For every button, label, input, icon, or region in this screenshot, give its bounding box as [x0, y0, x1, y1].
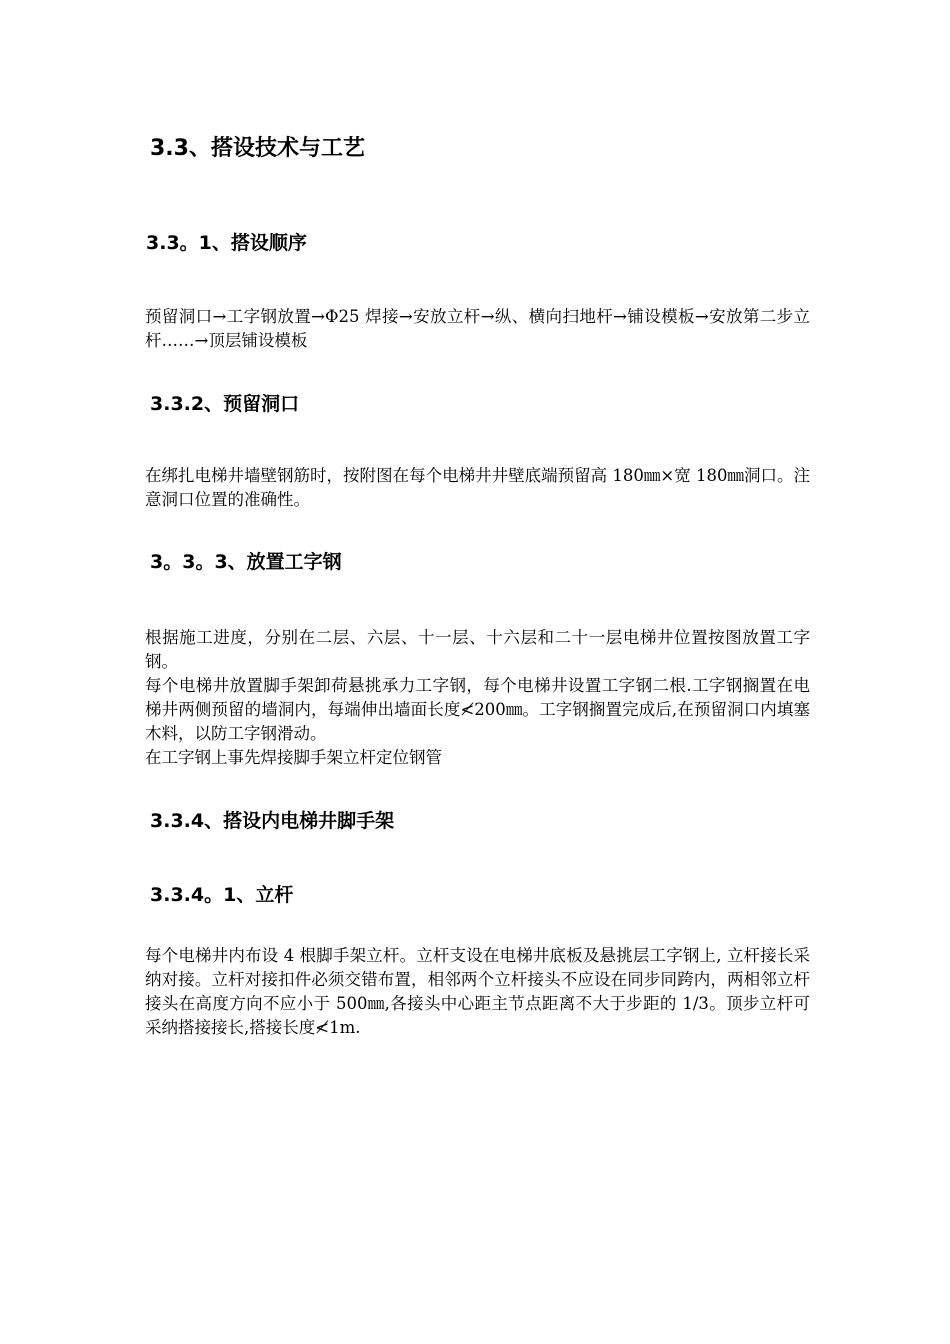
- section-heading-order: 3.3。1、搭设顺序: [146, 232, 307, 254]
- section-heading-i-beam: 3。3。3、放置工字钢: [150, 551, 342, 573]
- section-body-order: [145, 305, 810, 353]
- paragraph-line: 预留洞口→工字钢放置→Φ25 焊接→安放立杆→纵、横向扫地杆→铺设模板→安放第二步立杆……→顶层铺设模板: [145, 307, 811, 350]
- page-title: 3.3、搭设技术与工艺: [150, 136, 365, 161]
- section-body-i-beam: [145, 626, 810, 770]
- section-body-upright-pole: [145, 944, 810, 1040]
- section-heading-upright-pole: 3.3.4。1、立杆: [150, 884, 294, 906]
- paragraph-line: 每个电梯井放置脚手架卸荷悬挑承力工字钢，每个电梯井设置工字钢二根.工字钢搁置在电梯井两侧预留的墙洞内，每端伸出墙面长度≮200㎜。工字钢搁置完成后,在预留洞口内填塞木料，以防工字钢滑动。: [145, 676, 810, 743]
- paragraph-line: 在工字钢上事先焊接脚手架立杆定位钢管: [145, 748, 442, 767]
- section-heading-scaffold: 3.3.4、搭设内电梯井脚手架: [150, 810, 395, 832]
- paragraph-line: 每个电梯井内布设 4 根脚手架立杆。立杆支设在电梯井底板及悬挑层工字钢上, 立杆接长采纳对接。立杆对接扣件必须交错布置，相邻两个立杆接头不应设在同步同跨内，两相邻立杆接头在高度方向不应小于 500㎜,各接头中心距主节点距离不大于步距的 1/3。顶步立杆可采纳搭接接长,搭接长度≮1m.: [145, 946, 810, 1037]
- section-heading-reserved-hole: 3.3.2、预留洞口: [150, 393, 300, 415]
- paragraph-line: 根据施工进度，分别在二层、六层、十一层、十六层和二十一层电梯井位置按图放置工字钢。: [145, 628, 810, 671]
- section-body-reserved-hole: [145, 464, 810, 512]
- paragraph-line: 在绑扎电梯井墙壁钢筋时，按附图在每个电梯井井壁底端预留高 180㎜×宽 180㎜洞口。注意洞口位置的准确性。: [145, 466, 810, 509]
